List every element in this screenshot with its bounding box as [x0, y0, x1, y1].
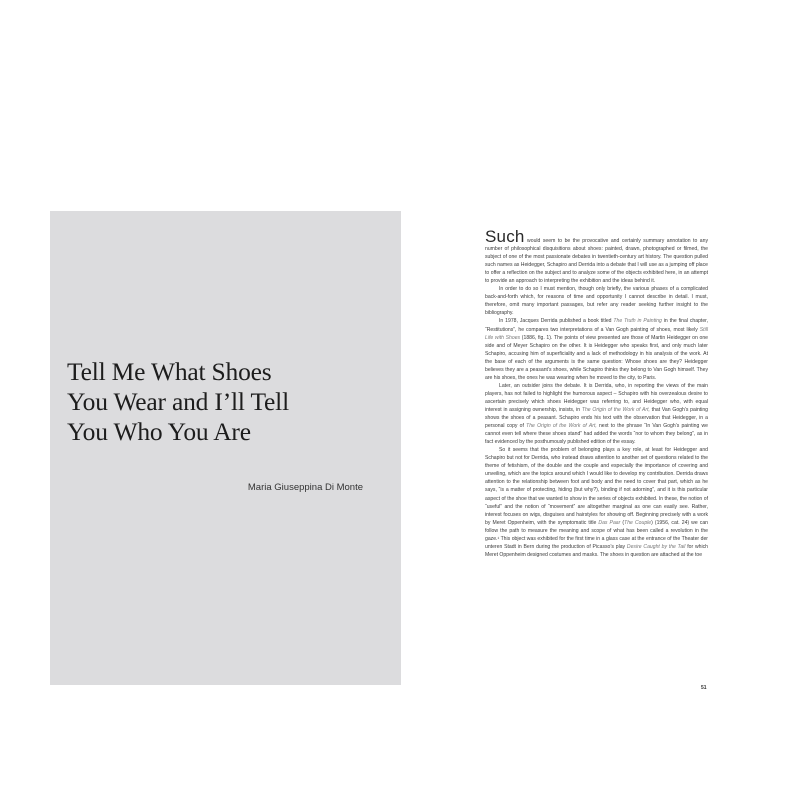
essay-title — [67, 357, 387, 447]
text-run: ) (1956, cat. 24) we can follow the path to measure the meaning and scope of what has been called a revolution in the gaze.¹ This object was exhibited for the first time in a glass case at the entrance of the Theater der unteren Stadt in Bern during the production of Picasso’s play — [485, 519, 708, 550]
paragraph — [485, 285, 708, 317]
essay-body — [485, 227, 708, 559]
italic-title: The Truth in Painting — [613, 318, 662, 325]
italic-title: Desire Caught by the Tail — [626, 543, 686, 550]
paragraph — [485, 446, 708, 559]
text-run: Later, an outsider joins the debate. It is Derrida, who, in reporting the views of the main players, has not failed to highlight the humorous aspect – Schapiro with his overzealous desire to ascertain precisely which shoes Heidegger was referring to, and Heidegger who, with equal interest in assigning ownership, insists, in — [485, 382, 708, 413]
left-page-panel — [50, 211, 401, 685]
page-number: 51 — [701, 685, 707, 691]
text-run: In order to do so I must mention, though only briefly, the various phases of a complicated back-and-forth which, for reasons of time and opportunity I cannot describe in detail. I must, therefore, omit many important passages, but refer any reader seeking further insight to the bibliography. — [485, 286, 708, 317]
italic-title: The Origin of the Work of Art, — [526, 423, 597, 430]
paragraph — [485, 227, 708, 285]
italic-title: Das Paar — [598, 519, 621, 526]
paragraph — [485, 382, 708, 446]
author-name: Maria Giuseppina Di Monte — [247, 482, 363, 493]
text-run: (1886, fig. 1). The points of view presented are those of Martin Heidegger on one side and of Meyer Schapiro on the other. It is Heidegger who speaks first, and only much later Schapiro, accusing him of superficiality and a lack of methodology in his analysis of the work. At the base of each of the arguments is the same question: Whose shoes are they? Heidegger believes they are a peasant’s shoes, while Schapiro thinks they belong to Van Gogh himself. They are his shoes, the ones he was wearing when he moved to the city, to Paris. — [485, 334, 708, 381]
paragraph — [485, 317, 708, 381]
text-run: ( — [620, 519, 625, 526]
title-line: Tell Me What Shoes — [67, 357, 272, 386]
text-run: In 1978, Jacques Derrida published a book titled — [499, 318, 614, 325]
italic-title: Still Life with Shoes — [485, 326, 708, 341]
text-run: that Van Gogh’s painting shows the shoes of a peasant. Schapiro ends his text with the observation that Heidegger, in a personal copy of — [485, 406, 708, 430]
text-run: So it seems that the problem of belonging plays a key role, at least for Heidegger and Schapiro but not for Derrida, who instead draws attention to another set of questions related to the theme of fetishism, of the double and the couple and especially the importance of covering and unveiling, which are the topics around which I would like to develop my contribution. Derrida draws attention to the relationship between foot and body and the need to cover that part, which as he says, “is a matter of protecting, hiding (but why?), binding if not adorning”, and it is this particular aspect of the shoe that we wanted to show in the series of objects exhibited. In these, the notion of “useful” and the notion of “movement” are altogether marginal as one can easily see. Rather, interest focuses on wigs, disguises and hairstyles for showing off. Beginning precisely with a work by Meret Oppenheim, with the symptomatic title — [485, 447, 708, 526]
text-run: for which Meret Oppenheim designed costumes and masks. The shoes in question are attached at the toe — [485, 543, 708, 558]
text-run: in the final chapter, “Restitutions”, he compares two interpretations of a Van Gogh painting of shoes, most likely — [485, 318, 708, 333]
title-line: You Wear and I’ll Tell — [67, 387, 289, 416]
opening-word: Such — [485, 227, 525, 246]
italic-title: The Couple — [624, 519, 652, 526]
title-line: You Who You Are — [67, 417, 251, 446]
italic-title: The Origin of the Work of Art, — [581, 406, 650, 413]
text-run: would seem to be the provocative and certainly summary annotation to any number of philosophical disquisitions about shoes: painted, drawn, photographed or filmed, the subject of one of the most passionate debates in twentieth-century art history. The question pulled such names as Heidegger, Schapiro and Derrida into a debate that I will use as a jumping off place to offer a reflection on the subject and to analyze some of the objects exhibited here, in an attempt to provide an approach to interpreting the exhibition and the ideas behind it. — [485, 238, 708, 285]
paragraph-text — [485, 238, 708, 284]
text-run: next to the phrase “In Van Gogh’s painting we cannot even tell where these shoes stand” had added the words “nor to whom they belong”, as in fact evidenced by the posthumously published edition of the essay. — [485, 423, 708, 446]
